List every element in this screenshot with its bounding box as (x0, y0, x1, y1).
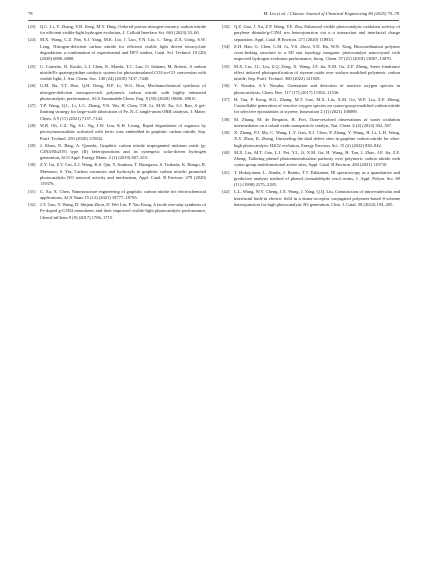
reference-number: [35] (222, 63, 230, 69)
reference-text: Y.P. Wang, Q.L. Li, L.C. Zhang, Y.K. Wu, H. Chen, T.H. Li, M.W. Xu, S.J. Bao, A gel-limiting strategy for large-scale fabrication of Fe–N–C single-atom ORR catalysts, J. Mater. Chem. A 9 (11) (2021) 7137–7142. (40, 103, 206, 121)
reference-number: [42] (222, 189, 230, 195)
reference-text: L.L. Wang, W.Y. Cheng, J.X. Wang, J. Yang, Q.Q. Liu, Construction of intra-molecular and interfacial built-in electric field in a donor-acceptor conjugated polymers-based S-scheme heterojunction for high photocatalytic H2 generation, Chin. J. Catal. 58 (2024) 194–205. (234, 189, 400, 208)
reference-text: M.X. Liu, J.L. Liu, Z.Q. Zeng, X. Wang, J.F. Jia, X.M. Gu, Z.F. Zheng, Steric hindrance effect induced photopurification of styrene oxide over surface modified polymeric carbon nitride, Sep. Purif. Technol. 300 (2022) 121929. (234, 63, 400, 82)
running-head: M. Liu et al. / Chinese Journal of Chemical Engineering 80 (2025) 70–78 (263, 11, 399, 16)
reference-text: M. Zhang, M. de Respinis, H. Frei, Time-resolved observations of water oxidation intermediates on a cobalt oxide nanoparticle catalyst, Nat. Chem. 6 (4) (2014) 362–367. (234, 116, 400, 128)
reference-item (28, 143, 206, 162)
references-left-column (28, 24, 206, 222)
reference-item (28, 162, 206, 187)
page-number: 78 (28, 11, 33, 16)
reference-item (28, 37, 206, 62)
reference-item (222, 97, 400, 116)
reference-item (28, 202, 206, 221)
reference-item (222, 117, 400, 130)
reference-text: Q.Z. Gao, J. Xu, Z.P. Wang, Y.F. Zhu, Enhanced visible photocatalytic oxidation activity of perylene diimide/g-C3N4 n-n heterojunction via π–π interaction and interfacial charge separation, Appl. Catal. B Environ. 271 (2020) 118933. (234, 24, 400, 42)
reference-item (28, 123, 206, 142)
header-rule (28, 20, 399, 21)
reference-text: H. Tan, P. Kong, R.G. Zhang, M.T. Gao, M.X. Liu, X.M. Gu, W.F. Liu, Z.F. Zheng, Controllable generation of reactive oxygen species on cyano-group-modified carbon nitride for selective epoxidation of styrene, Innovation 2 (1) (2021) 100089. (234, 96, 400, 115)
reference-text: J.T. Guo, Y. Wang, D. Shijian Zhou, D. Wei Lin, P. Yao Kong, A facile one-step synthesis of Fe-doped g-C3N4 nanosheets and their improved visible-light photocatalytic performance, ChemCatChem 9 (9) (2017) 1706–1715. (40, 202, 206, 220)
reference-item (28, 103, 206, 122)
reference-number: [36] (222, 83, 230, 89)
reference-number: [37] (222, 96, 230, 102)
reference-text: M.X. Liu, M.T. Gao, L.J. Pei, Y.L. Ji, X.M. Gu, H. Wang, H. Tan, J. Zhao, J.F. Jia, Z.F. Zheng, Tailoring phenol photomineralization pathway over polymeric carbon nitride with cyano group multifunctional active sites, Appl. Catal. B Environ. 284 (2021) 119710. (234, 149, 400, 168)
reference-number: [39] (222, 130, 230, 136)
reference-text: G.M. Ba, T.T. Huo, Q.H. Deng, H.P. Li, W.G. Hou, Mechanochemical synthesis of nitrogen-deficient mesopore-rich polymeric carbon nitride with highly enhanced photocatalytic performance, ACS Sustainable Chem. Eng. 8 (50) (2020) 18606–18615. (40, 83, 206, 101)
reference-item (222, 44, 400, 63)
reference-number: [23] (28, 24, 36, 29)
reference-number: [27] (28, 103, 36, 109)
reference-text: J. Khan, N. Baig, A. Qurashi, Graphitic carbon nitride impregnated niobium oxide (g-C3N4/Nb2O5) type (II) heterojunctions and its synergetic solar-driven hydrogen generation, ACS Appl. Energy Mater. 2 (1) (2019) 607–615. (40, 142, 206, 161)
reference-number: [34] (222, 43, 230, 49)
reference-number: [29] (28, 142, 36, 148)
reference-text: T. Hokojoinen, L. Ahnila, J. Rainio, T.T. Pakkanen, IR spectroscopy as a quantitative and predictive analysis method of phenol–formaldehyde resol resins, J. Appl. Polym. Sci. 69 (11) (1998) 2175–2185. (234, 169, 400, 188)
reference-item (222, 150, 400, 169)
reference-text: C. Cometto, R. Kuriki, L.J. Chen, K. Maeda, T.C. Lau, O. Ishitani, M. Robert, A carbon nitride/Fe quaterpyridine catalytic system for photostimulated CO2-to-CO conversion with visible light, J. Am. Chem. Soc. 140 (24) (2018) 7437–7440. (40, 63, 206, 82)
reference-item (222, 189, 400, 208)
reference-number: [24] (28, 37, 36, 43)
reference-text: M.X. Wang, C.Z. Pan, S.J. Yang, M.E. Liu, J. Luo, Y.N. Liu, L. Tang, Z.X. Gong, S.W. Leng, Nitrogen-deficient carbon nitride for efficient visible light driven tetracycline degradation: a combination of experimental and DFT studies, Catal. Sci. Technol. 10 (20) (2020) 6800–6808. (40, 37, 206, 62)
references-right-column (222, 24, 400, 209)
reference-text: Q.C. Li, Y. Zhang, Y.B. Zeng, M.Y. Ding, Ordered porous nitrogen-vacancy carbon nitride for efficient visible-light hydrogen evolution, J. Colloid Interface Sci. 663 (2023) 53–60. (40, 24, 206, 36)
reference-item (28, 189, 206, 202)
reference-number: [38] (222, 116, 230, 122)
reference-number: [30] (28, 162, 36, 168)
reference-number: [32] (28, 202, 36, 208)
reference-item (222, 170, 400, 189)
reference-item (222, 130, 400, 149)
reference-item (28, 83, 206, 102)
reference-number: [31] (28, 188, 36, 194)
reference-text: X. Zhang, P.J. Ma, C. Wang, L.Y. Gan, X.J. Chen, P. Zhang, Y. Wang, H. Li, L.H. Wang, X.Y. Zhou, K. Zheng, Unraveling the dual defect sites in graphite carbon nitride for ultra-high photocatalytic H2O2 evolution, Energy Environ. Sci. 15 (2) (2022) 830–842. (234, 130, 400, 148)
reference-item (28, 24, 206, 37)
reference-text: W.B. Oh, C.Z. Ng, S.L. Ng, J.W. Lim, K.H. Leong, Rapid degradation of organics by peroxymonosulfate activated with ferric ions embedded in graphitic carbon nitride, Sep. Purif. Technol. 250 (2020) 115832. (40, 122, 206, 141)
reference-number: [33] (222, 24, 230, 29)
reference-number: [28] (28, 122, 36, 128)
reference-number: [25] (28, 63, 36, 69)
reference-item (222, 24, 400, 43)
reference-number: [41] (222, 169, 230, 175)
reference-text: Y. Nosaka, A.Y. Nosaka, Generation and detection of reactive oxygen species in photocatalysis, Chem. Rev. 117 (17) (2017) 11302–11336. (234, 83, 400, 95)
reference-item (222, 83, 400, 96)
reference-item (222, 64, 400, 83)
reference-item (28, 64, 206, 83)
reference-text: Z.H. Han, G. Chen, C.M. Li, Y.S. Zhou, Y.D. Hu, W.N. Xing, Biocoordination polymer cross-linking structure to a 3D star topology inorganic photocatalyst nanocrystal with improved hydrogen evolution performance, Inorg. Chem. 57 (21) (2018) 13067–13070. (234, 43, 400, 62)
page-header (28, 9, 399, 19)
reference-number: [26] (28, 83, 36, 89)
reference-text: Z.Y. Gu, Z.T. Cui, Z.J. Wang, K.S. Qin, Y. Asakura, T. Hasegawa, S. Tsukuda, K. Hongo, R. Maezono, S. Yin, Carbon vacancies and hydroxyls in graphitic carbon nitride: promoted photocatalytic NO removal activity and mechanism, Appl. Catal. B Environ. 279 (2020) 119376. (40, 162, 206, 187)
reference-number: [40] (222, 149, 230, 155)
reference-text: C. Xu, X. Chen, Nanostructure engineering of graphitic carbon nitride for electrochemical applications, ACS Nano 15 (12) (2021) 18777–18793. (40, 188, 206, 200)
